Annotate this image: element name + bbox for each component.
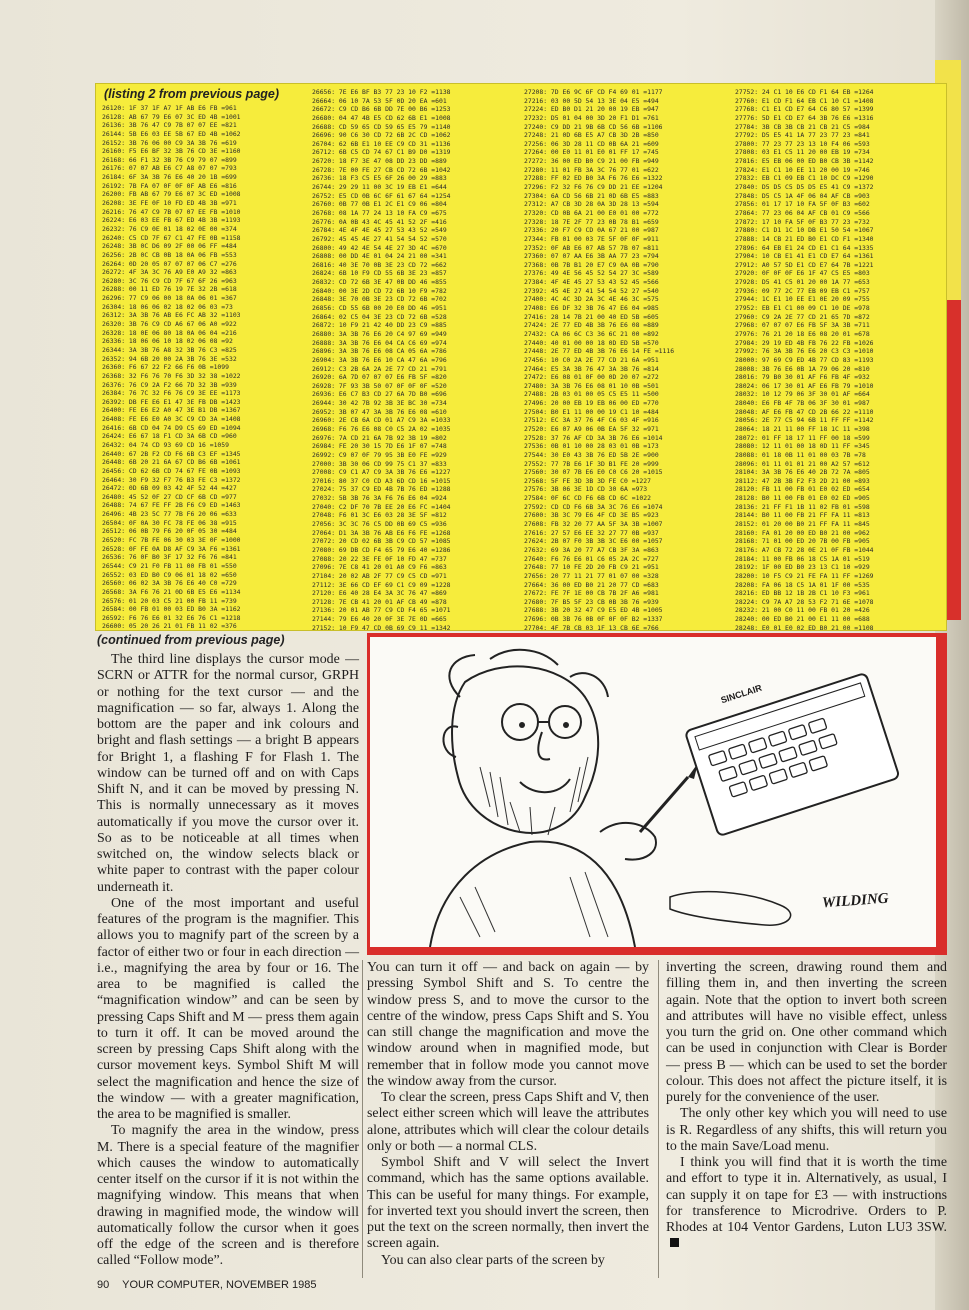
listing-column-2: 26656: 7E E6 BF B3 77 23 10 F2 =1138 26664: 06 10 7A 53 5F 0D 20 EA =601 26672: C9 CD B6 6B DD 7E 00 B6 =1253 26680: 04 47 4B E5 CD 62 6B E1 =1008 26688: CD 59 65 CD 59 65 E5 79 =1140 26696: 90 C6 30 CD 72 6B 2C CD =1062 26704: 62 6B E1 10 EE C9 CD 31 =1136 26712: 6B C5 CD 74 67 C1 B9 D0 =1319 26720: 18 F7 3E 47 08 DD 23 DD =889 26728: 7E 00 FE 27 CB CD 72 6B =1042 26736: 18 F3 C5 E5 6F 26 00 29 =883 26744: 29 29 11 00 3C 19 EB E1 =644 26752: E5 CD 0B 6C 6F 61 67 64 =1254 26760: 0B 77 0B E1 2C E1 C9 06 =804 26768: 08 1A 77 24 13 10 FA C9 =675 26776: 0A 0B 43 4C 45 41 52 2F =416 26784: 4E 4F 4E 45 27 53 43 52 =549 26792: 45 45 4E 27 41 54 54 52 =570 26800: 49 42 4E 54 4E 27 3D 4C =670 26808: 00 DD 4E 01 04 24 21 00 =341 26816: 40 3E 70 0B 3E 23 CD 72 =662 26824: 6B 10 F9 CD 55 6B 3E 23 =857 26832: CD 72 6B 3E 47 0B DD 46 =855 26840: 00 3E 2D CD 72 6B 10 F9 =782 26848: 3E 70 0B 3E 23 CD 72 6B =702 26856: CD 55 6B 00 20 E0 DD 46 =951 26864: 02 C5 04 3E 23 CD 72 6B =528 26872: 10 F9 21 42 40 DD 23 C9 =885 26880: 3A 3B 76 E6 20 C4 97 69 =949 26888: 3A 3B 76 E6 04 CA C6 69 =974 26896: 3A 3B 76 E6 08 CA 05 6A =786 26904: 3A 3B 76 E6 10 CA 47 6A =796 26912: C3 2B 6A 2A 2E 77 CD 21 =791 26920: 6A 7D 07 07 07 E6 FB 5F =820 26928: 7F 93 3B 50 07 0F 0F 0F =520 26936: E6 C7 B3 CD 27 6A 7D B0 =696 26944: 30 42 7B 92 3B 3E BC 30 =734 26952: 3B 07 47 3A 3B 76 E6 08 =610 26960: 2E CB 6A CD 01 A7 C9 3A =1033 26968: F6 76 E6 08 C0 C5 2A 02 =1035 26976: 7A CD 21 6A 7B 92 3B 19 =802 26984: FE 20 30 15 7D E6 1F 07 =748 26992: C9 07 0F 79 95 3B E0 FE =929 27000: 3B 30 06 CD 99 75 C1 37 =833 27008: C9 C1 A7 C9 3A 3B 76 E6 =1227 27016: 80 37 C0 CD A3 6D CD 16 =1015 27024: 75 37 C9 ED 4B 7B 76 ED =1288 27032: 5B 3B 76 3A F6 76 E6 04 =924 27040: C2 DF 70 7B EE 20 E6 FC =1404 27048: F6 01 3C E6 03 28 3E 5F =812 27056: 3C 3C 76 C5 DD 0B 69 C5 =936 27064: D1 3A 3B 76 AB E6 F6 FE =1268 27072: 20 CD 02 6B 3B C9 CD 57 =1085 27080: 69 DB CD F4 65 79 E6 40 =1286 27088: 20 22 3E FE 0F 10 FD 47 =737 27096: 7E C8 41 20 01 A0 C9 F6 =863 27104: 20 02 AB 2F 77 C9 C5 CD =971 27112: 3E 66 CD EF 69 C1 C9 09 =1228 27120: E6 40 28 E4 3A 3C 76 47 =869 27128: 7E CB 41 20 01 AF CB 49 =878 27136: 20 01 AB 77 C9 CD F4 65 =1071 27144: 79 E6 40 20 0F 3E 7E 0D =665 27152: 10 F9 47 CD 0B 69 C9 11 =1342 <box>312 88 451 631</box>
continued-header: (continued from previous page) <box>97 633 285 647</box>
article-column-1 <box>97 652 359 1270</box>
paragraph: inverting the screen, drawing round them and filling them in, and then inverting the screen again. Note that the option to invert both screen and attributes will have no visible effect, unless you turn the grid on. One other command which can be used in conjunction with Clear is Border — press B — which can be used to set the border colour. This does not affect the picture itself, it is purely for the convenience of the user. <box>666 960 947 1105</box>
keyboard-brand-label: SINCLAIR <box>719 682 764 706</box>
listing-column-1: 26120: 1F 37 1F A7 1F AB E6 FB =961 26128: AB 67 79 E6 07 3C ED 4B =1001 26136: 3B 76 47 C9 7B 07 07 EE =821 26144: 5B E6 03 EE 5B 67 ED 4B =1062 26152: 3B 76 06 00 C9 3A 3B 76 =619 26160: F5 E6 BF 32 3B 76 CD 3E =1160 26168: 66 F1 32 3B 76 C9 79 07 =899 26176: 07 07 AB E6 C7 A8 07 07 =793 26184: 6F 3A 3B 76 E6 40 20 1B =699 26192: 7B FA 07 0F 0F 0F AB E6 =816 26200: FB AB 67 79 E6 07 3C ED =1008 26208: 3E FE 0F 10 FD ED 4B 3B =971 26216: 76 47 C9 7B 07 07 EE FB =1010 26224: E6 03 EE FB 67 ED 4B 3B =1193 26232: 76 C9 0E 01 18 02 0E 00 =374 26240: C5 CD 7F 67 C1 47 FE 0B =1158 26248: 3B 0C D6 09 2F 00 06 FF =484 26256: 2B 0C CB 0B 18 0A 06 FB =553 26264: 0D 20 05 07 07 07 06 C7 =276 26272: 4F 3A 3C 76 A9 E0 A9 32 =863 26280: 3C 76 C9 CD 7F 67 6F 26 =963 26288: 00 11 ED 76 19 7E 32 2B =618 26296: 77 C9 06 00 18 0A 06 01 =367 26304: 18 06 06 02 18 02 06 03 =73 26312: 3A 3B 76 AB E6 FC AB 32 =1103 26320: 3B 76 C9 CD A6 67 06 A0 =922 26328: 18 0E 06 80 18 0A 06 04 =216 26336: 18 06 06 10 18 02 06 08 =92 26344: 3A 3B 76 A8 32 3B 76 C3 =825 26352: 94 6B 20 00 2A 3B 76 3E =532 26360: F6 67 22 F2 66 F6 0B =1099 26368: 32 F6 76 70 F6 3D 32 38 =1022 26376: 76 C9 2A F2 66 7D 32 3B =939 26384: 76 7C 32 F6 76 C9 3E EE =1173 26392: DB FE E6 E1 47 3E FB DB =1423 26400: FE E6 E2 A0 47 3E B1 DB =1367 26408: FE E6 E0 A0 3C C9 CD 3A =1408 26416: 6B CD 04 74 D9 C5 69 ED =1094 26424: E6 67 18 F1 CD 3A 6B CD =960 26432: 04 74 CD 93 69 CD 16 =1059 26440: 67 2B F2 CD F6 6B C3 EF =1345 26448: 6B 20 21 6A 67 CD B6 6B =1061 26456: CD 62 6B CD 74 67 FE 0B =1093 26464: 30 F9 32 F7 76 B3 FE C3 =1372 26472: 0D 6B 09 03 42 4F 52 44 =427 26480: 45 52 0F 27 CD CF 6B CD =977 26488: 74 67 FE FF 2B F6 C9 ED =1463 26496: 4B 23 5C 77 7B F6 20 06 =633 26504: 0F 0A 30 FC 78 FE 06 38 =915 26512: 06 0B 79 F6 20 0F 05 30 =484 26520: FC 7B FE 06 30 03 3E 0F =1000 26528: 0F FE 0A D8 AF C9 3A F6 =1361 26536: 76 0F B0 3F 17 32 F6 76 =841 26544: C9 21 F0 FB 11 00 FB 01 =550 26552: 03 ED B0 C9 06 01 18 02 =650 26560: 06 02 3A 3B 76 E6 40 C0 =729 26568: 3A F6 76 21 0D 6B E5 E6 =1134 26576: 01 20 03 C5 21 00 FB 11 =739 26584: 00 FB 01 00 03 ED B0 3A =1162 26592: F6 76 E6 01 32 E6 76 C1 =1218 26600: 05 20 26 21 01 FB 11 02 =376 <box>102 104 241 631</box>
code-listing-box <box>95 83 947 631</box>
paragraph: You can turn it off — and back on again — by pressing Symbol Shift and S. To centre the window press S, and to move the cursor to the centre of the window, press Caps Shift and S. You can still change the magnification and move the window around when in magnified mode, but remember that in follow mode you cannot move the window away from the cursor. <box>367 960 649 1089</box>
paragraph: You can also clear parts of the screen by <box>381 1252 605 1268</box>
illustration-frame <box>367 633 947 955</box>
column-rule <box>362 960 363 1278</box>
paragraph: The only other key which you will need to use is R. Regardless of any shifts, this will return you to the main Save/Load menu. <box>666 1106 947 1154</box>
column-rule <box>658 960 659 1278</box>
illustration <box>370 637 936 947</box>
listing-header: (listing 2 from previous page) <box>104 87 280 101</box>
page-number: 90 <box>97 1279 110 1291</box>
page-footer <box>97 1279 326 1291</box>
paragraph-text: I think you will find that it is worth the time and effort to type it in. Alternatively, as usual, I can supply it on tape for £3 — with instructions for transference to Microdrive. Orders to P. Rhodes at 104 Ventor Gardens, Luton LU3 3SW. <box>666 1155 947 1235</box>
article-column-2 <box>367 960 649 1269</box>
end-of-article-mark <box>670 1238 679 1247</box>
paragraph: To magnify the area in the window, press M. There is a special feature of the magnifier which causes the window to automatically center itself on the cursor if it is not within the magnifying window. This means that when drawing in magnified mode, the window will automatically follow the cursor when it goes off the edge of the screen and is therefore called “Follow mode”. <box>97 1123 359 1269</box>
paragraph <box>666 1155 947 1253</box>
article-column-3 <box>666 960 947 1253</box>
paragraph: One of the most important and useful features of the program is the magnifier. This allows you to magnify part of the screen by a factor of either two or four in each direction — i.e., magnifying the area by four or 16. The area to be magnified is called the “magnification window” and can be seen by pressing Caps Shift and M — press them again to turn it off. It can be moved around the screen by pressing Caps Shift along with the cursor movement keys. Symbol Shift M will select the magnification and hence the size of the window — with a greater magnification, the area to be magnified is smaller. <box>97 895 359 1122</box>
paragraph: The third line displays the cursor mode — SCRN or ATTR for the normal cursor, GRPH or nothing for the text cursor — and the magnification — so far, always 1. Along the bottom are the paper and ink colours and bright and flash settings — a bright B appears for Bright 1, a flashing F for Flash 1. The window can be turned off and on with Caps Shift N, and it can be moved by pressing N. This is normally unnecessary as it moves automatically if you move the cursor over it. So as to be noticeable at all times when switched on, the window selects black or white paper to contrast with the paper colour underneath it. <box>97 652 359 895</box>
artist-signature: WILDING <box>821 890 890 912</box>
magazine-issue: YOUR COMPUTER, NOVEMBER 1985 <box>122 1279 317 1291</box>
listing-column-4: 27752: 24 C1 10 E6 CD F1 64 EB =1264 27760: E1 CD F1 64 EB C1 10 C1 =1408 27768: C1 E1 CD E7 64 C6 80 57 =1399 27776: 5D E1 CD E7 64 3B 76 E6 =1316 27784: 3B CB 3B CB 21 CB 21 C5 =984 27792: D5 E5 41 1A 77 23 77 23 =841 27800: 77 23 77 23 13 10 F4 06 =593 27808: 03 E1 C5 11 20 00 EB 19 =734 27816: E5 EB 06 00 ED B0 CB 3B =1142 27824: E1 C1 10 EE 11 20 00 19 =746 27832: EB C1 09 EB C1 10 DC C9 =1290 27840: D5 D5 C5 D5 D5 E5 41 C9 =1372 27848: D5 C5 1A 4F 06 04 AF CB =903 27856: 01 17 17 10 FA 5F 0F B3 =602 27864: 77 23 06 04 AF CB 01 C9 =566 27872: 17 10 FA 5F 0F B3 77 23 =732 27880: C1 D1 1C 10 DB E1 50 54 =1067 27888: 14 CB 21 ED B0 E1 CD F1 =1340 27896: 64 EB E1 24 CD E1 C1 64 =1335 27904: 10 CB E1 41 E1 CD E7 64 =1361 27912: A0 57 5D E1 CD E7 64 7B =1221 27920: 0F 0F 0F E6 1F 47 C5 E5 =803 27928: D5 41 C5 01 20 00 1A 77 =653 27936: 09 77 2C 77 EB 09 EB C1 =757 27944: 1C E1 10 EE E1 0E 20 09 =755 27952: EB E1 C1 00 09 C1 10 DE =978 27960: C9 2A 2E 77 CD 21 65 7D =872 27968: 07 07 07 E6 FB 5F 3A 3B =711 27976: 76 21 20 18 E6 08 20 01 =678 27984: 29 19 ED 4B FB 76 22 FB =1026 27992: 76 3A 3B 76 E6 20 C3 C3 =1010 28000: 97 69 C9 ED 4B 77 CD 83 =1193 28008: 3B 76 E6 0B 1A 79 06 20 =810 28016: 79 B0 30 01 AF F6 FB 4F =932 28024: 06 17 30 01 AF E6 FB 79 =1010 28032: 10 12 79 06 3F 30 01 AF =664 28040: E6 FB 4F 7B 06 3F 30 01 =987 28048: AF E6 FB 47 CD 2B 66 22 =1110 28056: 2E 77 C5 94 6B 11 FF FF =1142 28064: 18 21 11 00 FF 18 1C 11 =398 28072: 01 FF 18 17 11 FF 00 18 =599 28080: 12 11 01 00 18 0D 11 FF =345 28088: 01 18 0B 11 01 00 03 7B =78 28096: 01 11 01 01 21 00 A2 57 =612 28104: 3A 3B 76 E6 40 2B 72 7A =805 28112: 47 2B 3B F2 F3 2D 21 00 =893 28120: FB 11 00 FB 01 E0 02 ED =654 28128: B0 11 00 FB 01 E0 02 ED =905 28136: 21 FF F1 1B 11 02 FB 01 =598 28144: B0 11 00 FB 21 FF FA 11 =813 28152: 01 20 00 B0 21 FF FA 11 =845 28160: FA 01 20 00 ED B0 21 00 =962 28168: 71 01 00 ED 20 7B 00 FB =905 28176: A7 CB 72 28 0E 21 0F FB =1044 28184: 11 00 FB 06 18 C5 1A 01 =519 28192: 1F 00 ED B0 23 13 C1 10 =929 28200: 10 F5 C9 21 FE FA 11 FF =1269 28208: FA 06 18 C5 1A 01 1F 00 =535 28216: ED BB 12 1B 2B C1 10 F3 =961 28224: C9 7A A7 28 53 F2 71 6E =1078 28232: 21 00 C0 11 00 FB 01 20 =426 28240: 00 ED B0 21 00 E1 11 00 =688 28248: E0 01 E0 02 ED B0 21 00 =1108 <box>735 88 874 631</box>
listing-column-3: 27208: 7D E6 9C 6F CD F4 69 01 =1177 27216: 03 00 5D 54 13 3E 04 E5 =494 27224: ED B0 D1 21 20 00 19 EB =947 27232: D5 01 04 00 3D 20 F1 D1 =761 27240: C9 DD 21 9B 6B CD 56 6B =1106 27248: 21 0D 6B E5 A7 CB 3D 2B =850 27256: 06 3D 28 11 CD 0B 6A 21 =609 27264: 00 E0 11 01 E0 01 FF 17 =745 27272: 36 00 ED B0 C9 21 00 FB =949 27280: 11 01 FB 3A 3C 76 77 01 =622 27288: FF 02 ED B0 3A F6 76 E6 =1322 27296: F2 32 F6 76 C9 DD 21 EE =1204 27304: 6A CD 56 6B 21 0D 6B E5 =883 27312: A7 CB 3D 28 0A 3D 28 13 =594 27320: CD 0B 6A 21 00 E0 01 00 =772 27328: 18 7E 2F 77 23 0B 78 B1 =659 27336: 20 F7 C9 CD 0A 67 21 00 =987 27344: FB 01 00 03 7E 5F 0F 0F =911 27352: 0F AB E6 07 AB 57 7B 07 =811 27360: 07 07 AA E6 3B AA 77 23 =794 27368: 0B 7B B1 20 E7 C9 0A 0B =790 27376: 49 4E 56 45 52 54 27 3C =589 27384: 4F 4E 45 27 53 43 52 45 =566 27392: 45 4E 27 41 54 54 52 27 =540 27400: 4C 4C 3D 2A 3C 4E 46 3C =575 27408: E6 DF 32 3B 76 47 E6 04 =985 27416: 28 14 7B 21 00 40 ED 5B =605 27424: 2E 77 ED 4B 3B 76 E6 08 =889 27432: CA 06 6C C3 36 6C 21 00 =892 27440: 40 01 00 00 18 0D ED 5B =570 27448: 2E 77 ED 4B 3B 76 E6 14 FE =1116 27456: 10 C0 2A 2E 77 CD 21 6A =951 27464: E5 3A 3B 76 47 3A 3B 76 =814 27472: E6 08 01 0F 00 0D 20 07 =272 27480: 3A 3B 76 E6 08 01 10 0B =501 27488: 2B 03 01 00 05 C5 E5 11 =500 27496: 20 00 EB 19 EB 06 00 ED =770 27504: B0 E1 11 00 00 19 C1 10 =484 27512: EC 3A 37 76 4F C6 03 4F =916 27520: E6 07 A9 06 0B EA 5F 32 =971 27528: 37 76 AF CD 3A 3B 76 E6 =1014 27536: 0B 01 10 00 28 03 01 0B =173 27544: 30 E0 43 3B 76 ED 5B 2E =900 27552: 77 7B E6 1F 3D B1 FE 20 =999 27560: 30 07 7B E6 E0 C0 C6 20 =1015 27568: 5F FE 3D 3B 3D FE C0 =1227 27576: 3B 06 3E 1D CD 30 6A =973 27584: 0F 6C CD F6 6B CD 6C =1022 27592: CD CD F6 6B 3A 3C 76 E6 =1074 27600: 3B 3C 79 E6 4F CD 3E B5 =923 27608: FB 32 20 77 AA 5F 3A 3B =1007 27616: 27 57 E6 EE 32 27 77 0B =937 27624: 2B 07 F0 3B 3B 3C E6 00 =1057 27632: 69 3A 20 77 A7 CB 3F 3A =863 27640: F6 76 E6 01 C6 05 2A 2C =727 27648: 77 10 FE 2D 20 FB C9 21 =951 27656: 20 77 11 21 77 01 07 00 =328 27664: 36 00 ED B0 21 20 77 CD =683 27672: FE 7F 1E 00 CB 7B 2F A6 =981 27680: 7F B5 5F 23 CB 0B 3B 76 =939 27688: 3B 20 32 47 C9 E5 ED 4B =1005 27696: 0B 3B 76 0B 0F 0F 0F B2 =1337 27704: 4F 7B CB 03 1F 13 CB 6E =766 <box>524 88 675 631</box>
paragraph: To clear the screen, press Caps Shift and V, then select either screen which will leave the attributes alone, attributes which will clear the colour details only or both — a normal CLS. <box>367 1090 649 1154</box>
paragraph: Symbol Shift and V will select the Invert command, which has the same options available. This can be useful for many things. For example, for inverted text you should invert the screen, then put the text on the screen normally, then invert the screen again. <box>367 1155 649 1252</box>
